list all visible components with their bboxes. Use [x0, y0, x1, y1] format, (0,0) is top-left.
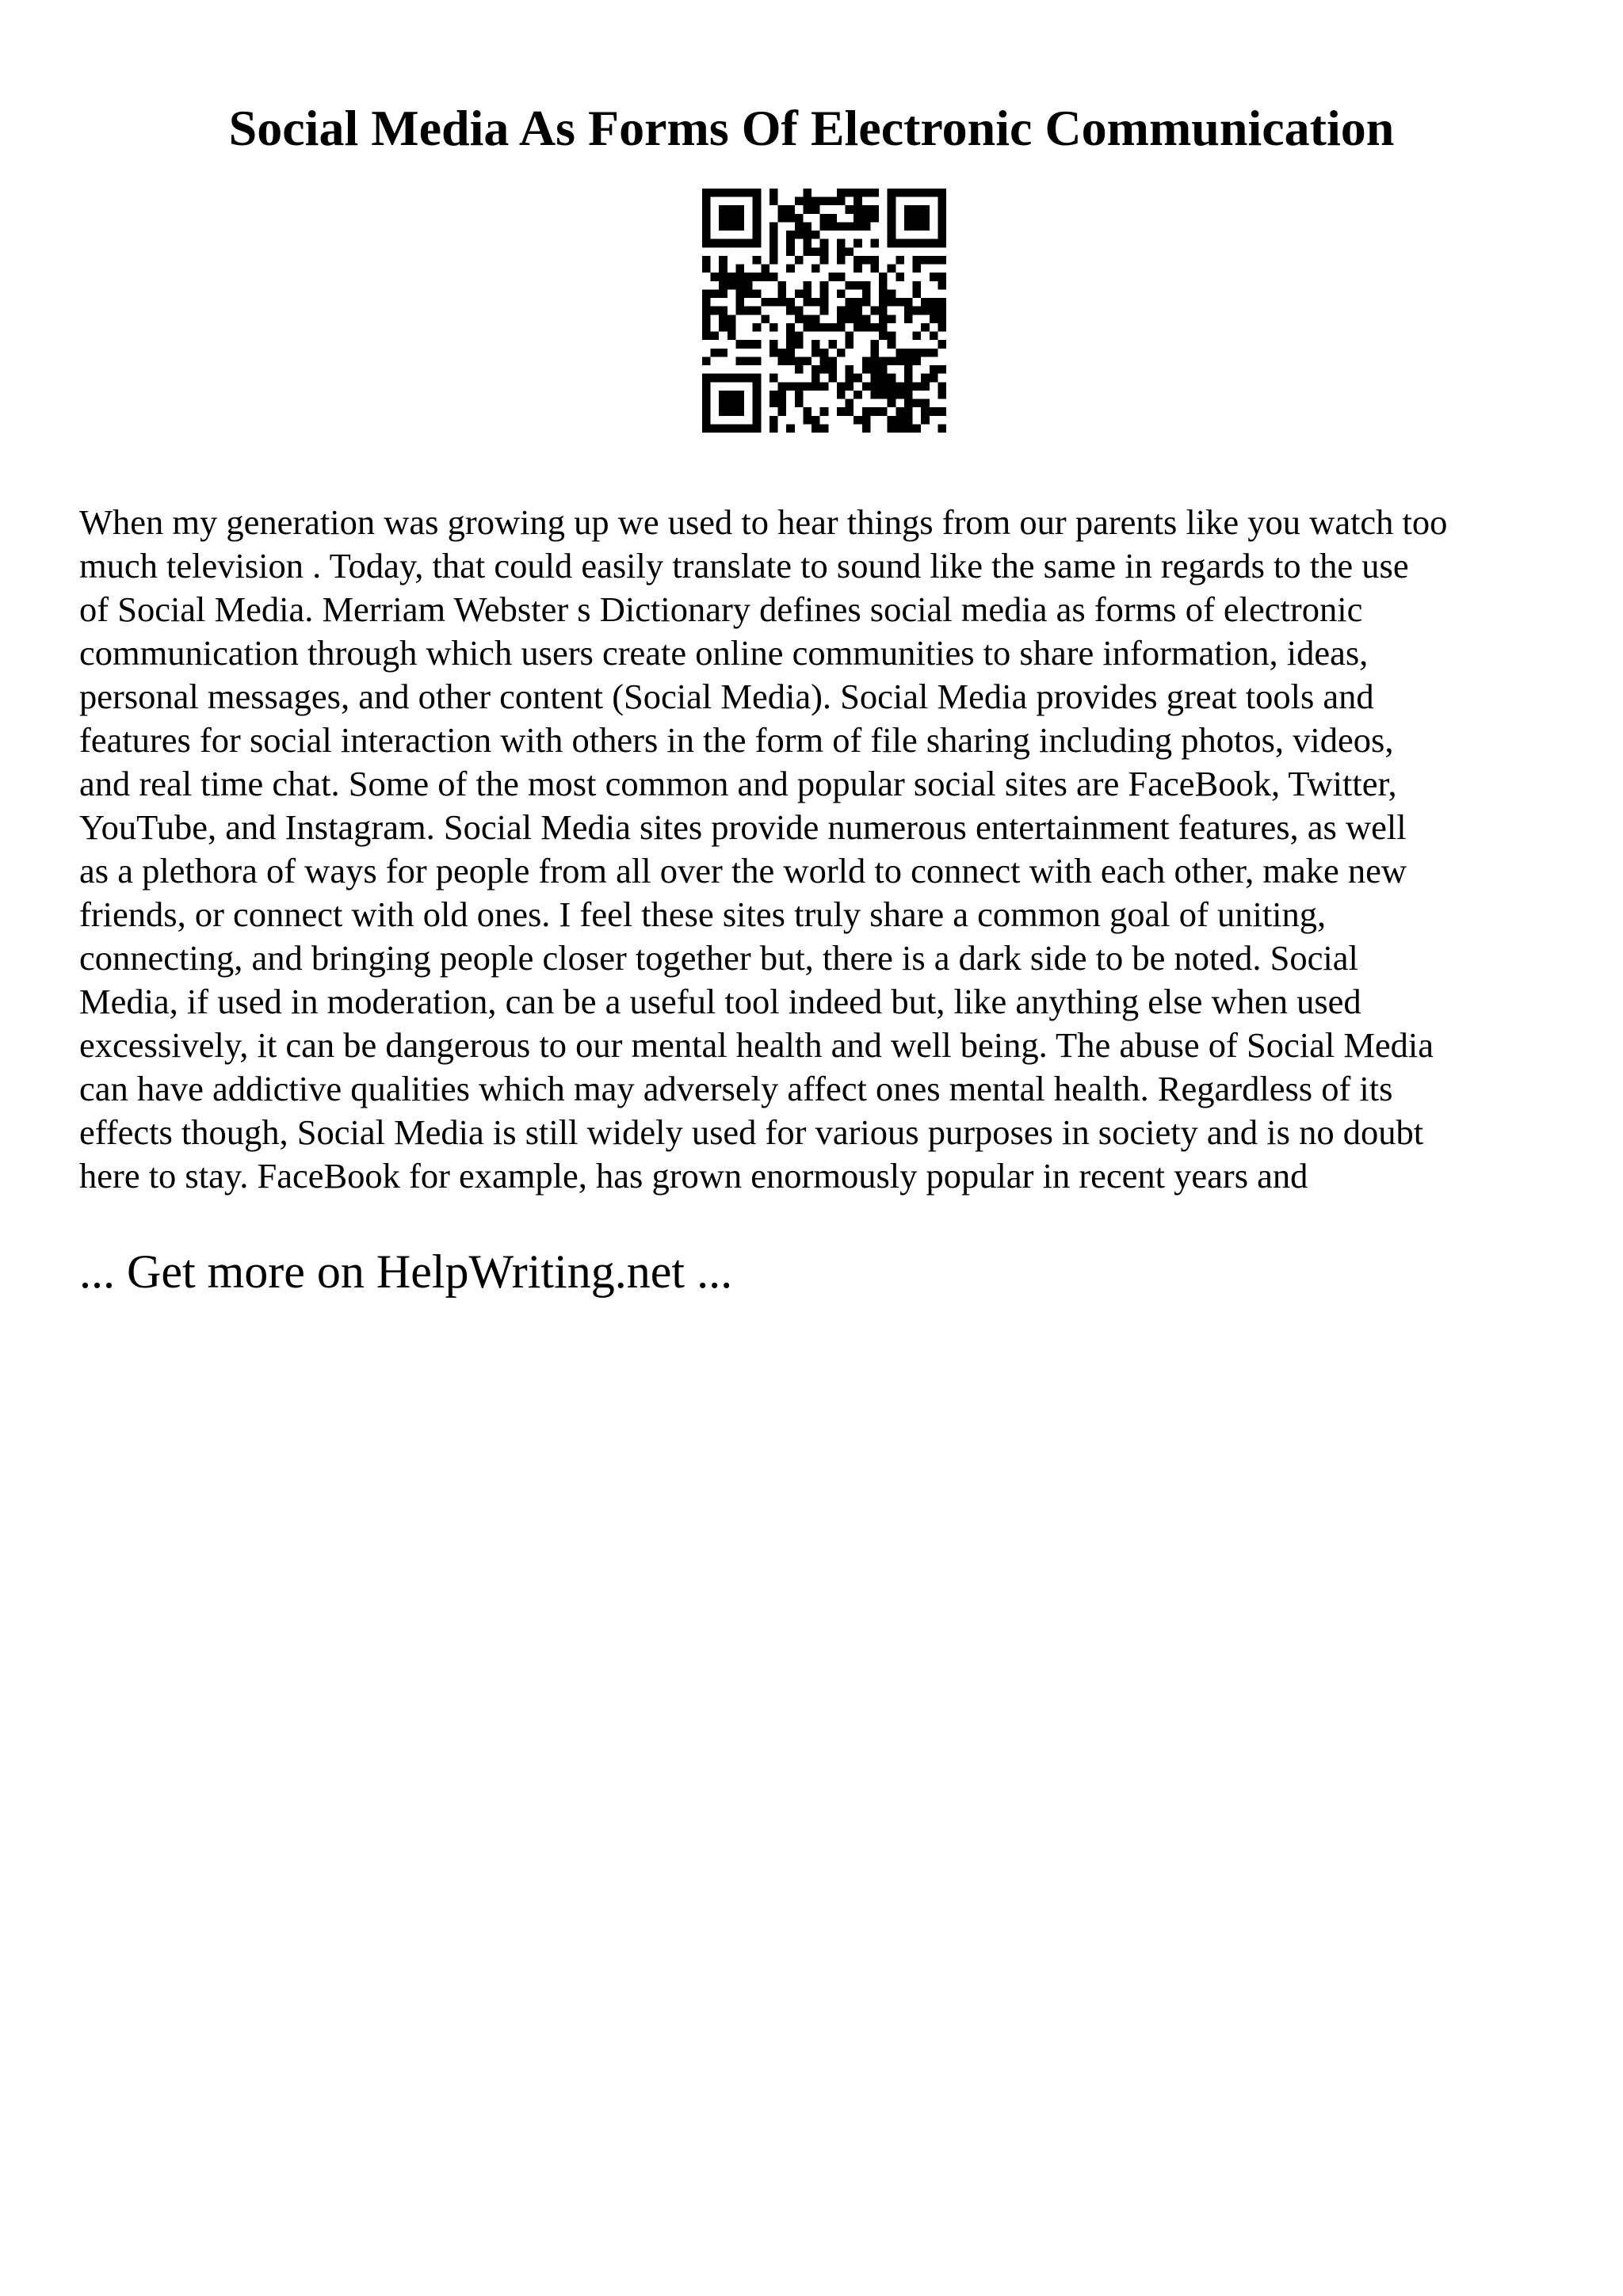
body-line: and real time chat. Some of the most common and popular social sites are FaceBook, Twitter, [79, 764, 1397, 803]
body-line: can have addictive qualities which may adversely affect ones mental health. Regardless of its [79, 1069, 1393, 1108]
body-line: excessively, it can be dangerous to our mental health and well being. The abuse of Social Media [79, 1025, 1434, 1065]
body-line: as a plethora of ways for people from all over the world to connect with each other, make new [79, 851, 1407, 891]
body-line: When my generation was growing up we used to hear things from our parents like you watch too [79, 502, 1448, 542]
body-line: features for social interaction with others in the form of file sharing including photos, videos, [79, 720, 1394, 760]
get-more-link[interactable]: ... Get more on HelpWriting.net ... [79, 1245, 733, 1298]
body-line: personal messages, and other content (Social Media). Social Media provides great tools and [79, 677, 1374, 716]
body-line: much television . Today, that could easily translate to sound like the same in regards to the use [79, 546, 1409, 585]
qr-code-graphic [702, 189, 946, 433]
body-line: YouTube, and Instagram. Social Media sites provide numerous entertainment features, as well [79, 807, 1407, 847]
body-line: here to stay. FaceBook for example, has grown enormously popular in recent years and [79, 1156, 1308, 1196]
qr-code-icon [702, 189, 946, 433]
document-title: Social Media As Forms Of Electronic Communication [228, 100, 1395, 156]
body-paragraph [79, 501, 1545, 1198]
body-line: effects though, Social Media is still widely used for various purposes in society and is no doubt [79, 1112, 1424, 1152]
body-line: communication through which users create online communities to share information, ideas, [79, 633, 1369, 673]
body-line: of Social Media. Merriam Webster s Dictionary defines social media as forms of electronic [79, 589, 1363, 629]
body-line: connecting, and bringing people closer together but, there is a dark side to be noted. Social [79, 938, 1358, 978]
body-line: friends, or connect with old ones. I feel these sites truly share a common goal of uniting, [79, 894, 1327, 934]
body-line: Media, if used in moderation, can be a useful tool indeed but, like anything else when used [79, 982, 1361, 1021]
